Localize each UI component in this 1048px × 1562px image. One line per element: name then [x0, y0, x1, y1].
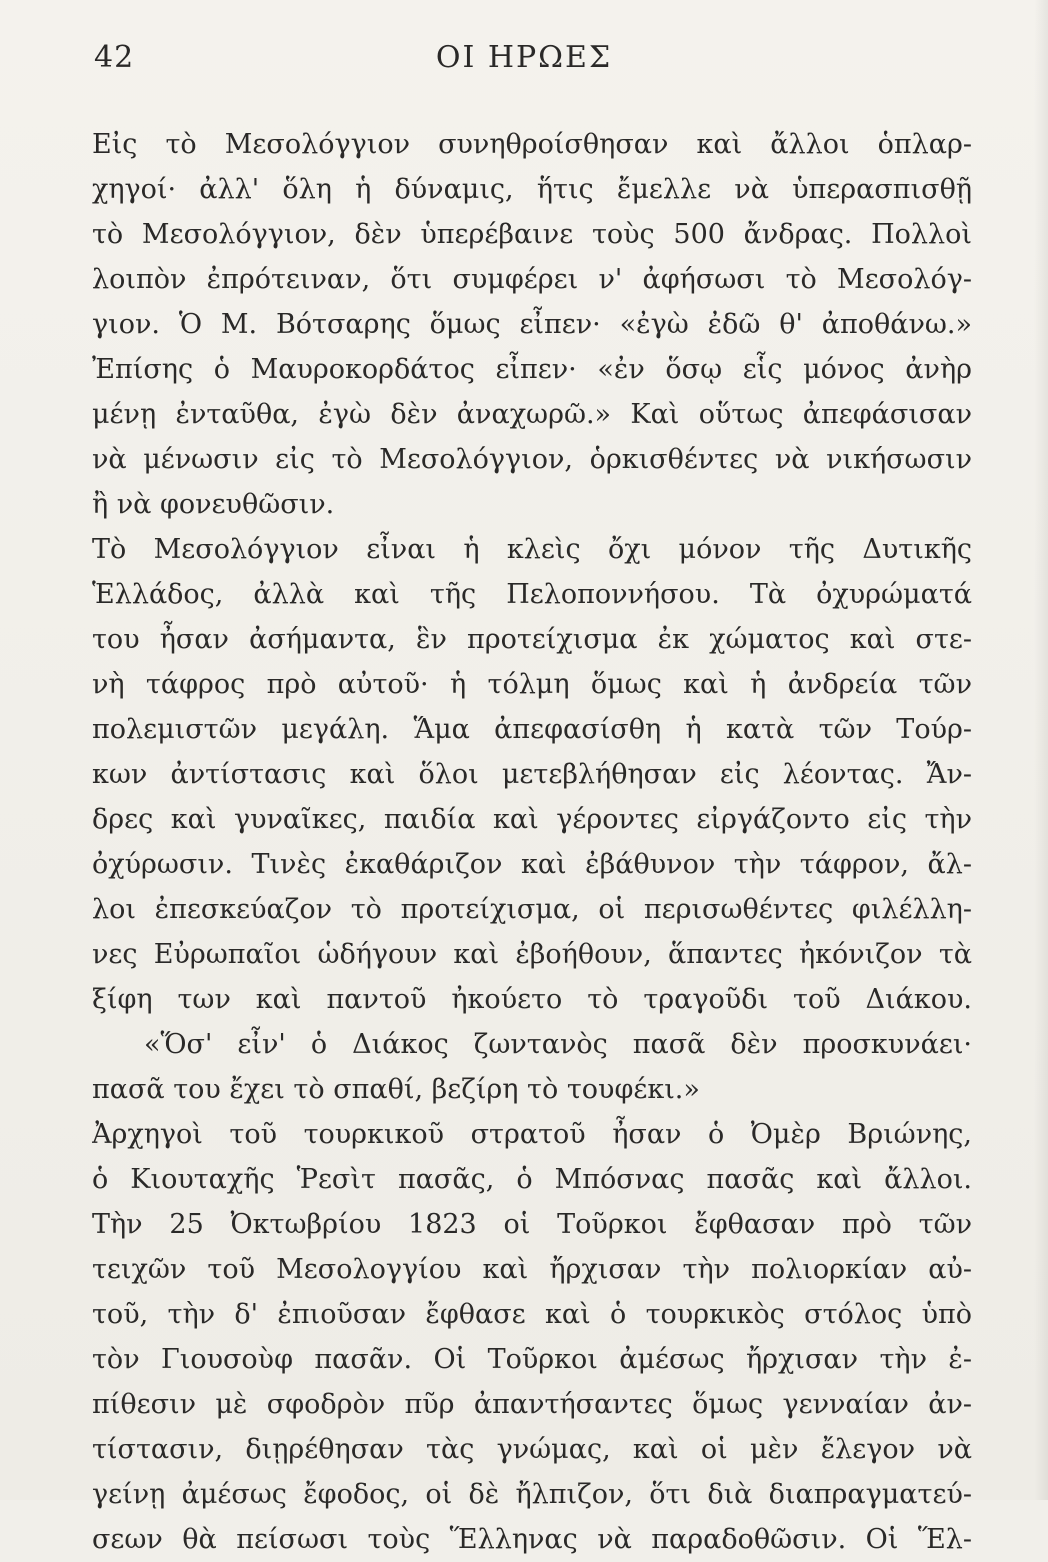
text-line: ὁ Κιουταχῆς Ῥεσὶτ πασᾶς, ὁ Μπόσνας πασᾶς καὶ ἄλλοι. — [92, 1164, 972, 1195]
page-number: 42 — [94, 40, 135, 75]
text-line: τίστασιν, διῃρέθησαν τὰς γνώμας, καὶ οἱ μὲν ἔλεγον νὰ — [92, 1434, 972, 1465]
text-line: Ἀρχηγοὶ τοῦ τουρκικοῦ στρατοῦ ἦσαν ὁ Ὀμὲρ Βριώνης, — [92, 1119, 972, 1150]
text-line: νὴ τάφρος πρὸ αὐτοῦ· ἡ τόλμη ὅμως καὶ ἡ ἀνδρεία τῶν — [92, 669, 972, 700]
text-line: τοῦ, τὴν δ' ἐπιοῦσαν ἔφθασε καὶ ὁ τουρκικὸς στόλος ὑπὸ — [92, 1299, 972, 1330]
body-text — [92, 122, 972, 1562]
text-line: Εἰς τὸ Μεσολόγγιον συνηθροίσθησαν καὶ ἄλλοι ὁπλαρ- — [92, 129, 972, 160]
text-line: Ἑλλάδος, ἀλλὰ καὶ τῆς Πελοποννήσου. Τὰ ὀχυρώματά — [92, 579, 972, 610]
text-line: τὸ Μεσολόγγιον, δὲν ὑπερέβαινε τοὺς 500 ἄνδρας. Πολλοὶ — [92, 219, 972, 250]
text-line: μένῃ ἐνταῦθα, ἐγὼ δὲν ἀναχωρῶ.» Καὶ οὕτως ἀπεφάσισαν — [92, 399, 972, 430]
text-line: τειχῶν τοῦ Μεσολογγίου καὶ ἤρχισαν τὴν πολιορκίαν αὐ- — [92, 1254, 972, 1285]
text-line: Ἐπίσης ὁ Μαυροκορδάτος εἶπεν· «ἐν ὅσῳ εἷς μόνος ἀνὴρ — [92, 354, 972, 385]
verse-line: πασᾶ του ἔχει τὸ σπαθί, βεζίρη τὸ τουφέκι.» — [92, 1074, 700, 1105]
text-line: ὀχύρωσιν. Τινὲς ἐκαθάριζον καὶ ἐβάθυνον τὴν τάφρον, ἄλ- — [92, 849, 972, 880]
text-line: Τὸ Μεσολόγγιον εἶναι ἡ κλεὶς ὄχι μόνον τῆς Δυτικῆς — [92, 534, 972, 565]
text-line: ξίφη των καὶ παντοῦ ἠκούετο τὸ τραγοῦδι τοῦ Διάκου. — [92, 984, 972, 1015]
text-line: νες Εὐρωπαῖοι ὡδήγουν καὶ ἐβοήθουν, ἅπαντες ἠκόνιζον τὰ — [92, 939, 972, 970]
text-line: πολεμιστῶν μεγάλη. Ἅμα ἀπεφασίσθη ἡ κατὰ τῶν Τούρ- — [92, 714, 972, 745]
text-line: γιον. Ὁ Μ. Βότσαρης ὅμως εἶπεν· «ἐγὼ ἐδῶ θ' ἀποθάνω.» — [92, 309, 972, 340]
verse-line: «Ὅσ' εἶν' ὁ Διάκος ζωντανὸς πασᾶ δὲν προσκυνάει· — [144, 1029, 972, 1060]
page-edge-shadow — [1034, 0, 1048, 1500]
text-line: νὰ μένωσιν εἰς τὸ Μεσολόγγιον, ὁρκισθέντες νὰ νικήσωσιν — [92, 444, 972, 475]
running-title: ΟΙ ΗΡΩΕΣ — [435, 40, 613, 75]
text-line: τὸν Γιουσοὺφ πασᾶν. Οἱ Τοῦρκοι ἀμέσως ἤρχισαν τὴν ἐ- — [92, 1344, 972, 1375]
text-line: σεων θὰ πείσωσι τοὺς Ἕλληνας νὰ παραδοθῶσιν. Οἱ Ἕλ- — [92, 1524, 972, 1555]
text-line: λοιπὸν ἐπρότειναν, ὅτι συμφέρει ν' ἀφήσωσι τὸ Μεσολόγ- — [92, 264, 972, 295]
text-line: λοι ἐπεσκεύαζον τὸ προτείχισμα, οἱ περισωθέντες φιλέλλη- — [92, 894, 972, 925]
text-line: Τὴν 25 Ὀκτωβρίου 1823 οἱ Τοῦρκοι ἔφθασαν πρὸ τῶν — [92, 1209, 972, 1240]
text-line: χηγοί· ἀλλ' ὅλη ἡ δύναμις, ἥτις ἔμελλε νὰ ὑπερασπισθῇ — [92, 174, 972, 205]
text-line: γείνῃ ἀμέσως ἔφοδος, οἱ δὲ ἤλπιζον, ὅτι διὰ διαπραγματεύ- — [92, 1479, 972, 1510]
text-line: του ἦσαν ἀσήμαντα, ἓν προτείχισμα ἐκ χώματος καὶ στε- — [92, 624, 972, 655]
page-header — [90, 40, 958, 80]
text-line: δρες καὶ γυναῖκες, παιδία καὶ γέροντες εἰργάζοντο εἰς τὴν — [92, 804, 972, 835]
text-line: ἢ νὰ φονευθῶσιν. — [92, 489, 335, 520]
text-line: πίθεσιν μὲ σφοδρὸν πῦρ ἀπαντήσαντες ὅμως γενναίαν ἀν- — [92, 1389, 972, 1420]
text-line: κων ἀντίστασις καὶ ὅλοι μετεβλήθησαν εἰς λέοντας. Ἄν- — [92, 759, 972, 790]
